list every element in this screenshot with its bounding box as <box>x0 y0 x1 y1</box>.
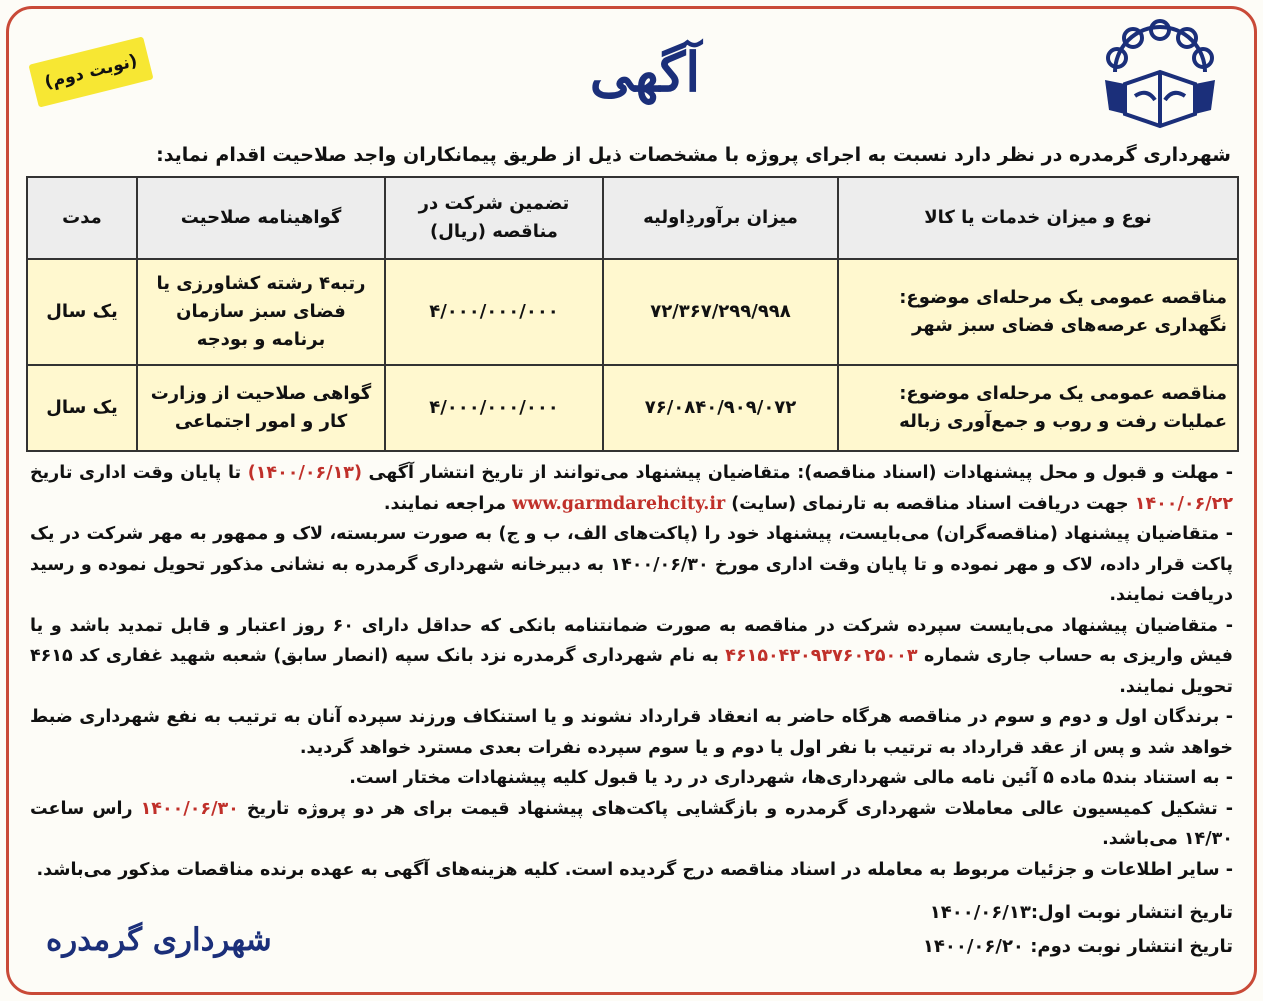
estimate-value: ۷۶/۰۸۴۰/۹۰۹/۰۷۲ <box>644 397 797 419</box>
publish-date: (۱۴۰۰/۰۶/۱۳) <box>247 463 362 483</box>
condition-text: به نام شهرداری گرمدره نزد بانک سپه (انصار سابق) شعبه شهید غفاری کد ۴۶۱۵ تحویل نمایند. <box>30 646 1233 697</box>
cell-certificate: رتبه۴ رشته کشاورزی یا فضای سبز سازمان برنامه و بودجه <box>137 259 385 365</box>
condition-text: - تشکیل کمیسیون عالی معاملات شهرداری گرمدره و بازگشایی پاکت‌های پیشنهاد قیمت برای هر دو پروژه تاریخ <box>238 798 1233 819</box>
header-duration: مدت <box>27 177 137 259</box>
first-publication-date: تاریخ انتشار نوبت اول:۱۴۰۰/۰۶/۱۳ <box>929 902 1233 923</box>
intro-text: شهرداری گرمدره در نظر دارد نسبت به اجرای پروژه با مشخصات ذیل از طریق پیمانکاران واجد صلاحیت اقدام نماید: <box>156 144 1231 166</box>
estimate-value: ۷۲/۳۶۷/۲۹۹/۹۹۸ <box>650 301 791 323</box>
conditions-text <box>30 458 1233 885</box>
cell-guarantee <box>385 365 603 451</box>
header-certificate: گواهینامه صلاحیت <box>137 177 385 259</box>
cell-guarantee <box>385 259 603 365</box>
signature: شهرداری گرمدره <box>46 922 272 958</box>
opening-date: ۱۴۰۰/۰۶/۳۰ <box>140 798 239 819</box>
table-row <box>27 259 1238 365</box>
cell-type: مناقصه عمومی یک مرحله‌ای موضوع: عملیات رفت و روب و جمع‌آوری زباله <box>838 365 1238 451</box>
guarantee-value: ۴/۰۰۰/۰۰۰/۰۰۰ <box>429 397 559 419</box>
condition-text: مراجعه نمایند. <box>383 493 513 514</box>
cell-duration: یک سال <box>27 259 137 365</box>
condition-text: راس ساعت ۱۴/۳۰ می‌باشد. <box>30 798 1233 849</box>
publication-dates <box>923 896 1233 964</box>
municipality-logo-icon <box>1095 14 1225 134</box>
condition-rights: - به استناد بند۵ ماده ۵ آئین نامه مالی شهرداری‌ها، شهرداری در رد یا قبول کلیه پیشنهادات مختار است. <box>349 768 1233 788</box>
cell-estimate <box>603 365 838 451</box>
second-publication-date: تاریخ انتشار نوبت دوم: ۱۴۰۰/۰۶/۲۰ <box>922 936 1233 957</box>
condition-text: - مهلت و قبول و محل پیشنهادات (اسناد مناقصه): متقاضیان پیشنهاد می‌توانند از تاریخ انتشار آگهی <box>361 463 1233 483</box>
condition-other: - سایر اطلاعات و جزئیات مربوط به معامله در اسناد مناقصه درج گردیده است. کلیه هزینه‌های آگهی به عهده برنده مناقصات مذکور می‌باشد. <box>36 859 1233 880</box>
table-header-row <box>27 177 1238 259</box>
cell-type: مناقصه عمومی یک مرحله‌ای موضوع: نگهداری عرصه‌های فضای سبز شهر <box>838 259 1238 365</box>
condition-winners: - برندگان اول و دوم و سوم در مناقصه هرگاه حاضر به انعقاد قرارداد نشوند و یا استنکاف ورزند سپرده آنان به ترتیب به نفع شهرداری ضبط خواهد شد و پس از عقد قرارداد به ترتیب با نفر اول یا دوم و یا سوم سپرده نفرات بعدی مسترد خواهد گردید. <box>30 707 1233 758</box>
account-number: ۴۶۱۵۰۴۳۰۹۳۷۶۰۲۵۰۰۳ <box>725 646 918 666</box>
header-guarantee: تضمین شرکت در مناقصه (ریال) <box>385 177 603 259</box>
cell-duration: یک سال <box>27 365 137 451</box>
header-type: نوع و میزان خدمات یا کالا <box>838 177 1238 259</box>
condition-deposit <box>30 611 1233 703</box>
guarantee-value: ۴/۰۰۰/۰۰۰/۰۰۰ <box>429 301 559 323</box>
edition-badge: (نوبت دوم) <box>28 36 153 107</box>
condition-deadline <box>30 458 1233 519</box>
condition-text: - متقاضیان پیشنهاد می‌بایست سپرده شرکت در مناقصه به صورت ضمانتنامه بانکی که حداقل دارای ۶۰ روز اعتبار و قابل تمدید باشد و یا فیش واریزی به حساب جاری شماره <box>30 615 1233 666</box>
header-estimate: میزان برآوردِاولیه <box>603 177 838 259</box>
condition-text: جهت دریافت اسناد مناقصه به تارنمای (سایت) <box>725 493 1135 514</box>
cell-certificate: گواهی صلاحیت از وزارت کار و امور اجتماعی <box>137 365 385 451</box>
condition-submission: - متقاضیان پیشنهاد (مناقصه‌گران) می‌بایست، پیشنهاد خود را (پاکت‌های الف، ب و ج) به صورت سربسته، لاک و ممهور به مهر شرکت در یک پاکت قرار داده، لاک و مهر نموده و تا پایان وقت اداری مورخ ۱۴۰۰/۰۶/۳۰ به دبیرخانه شهرداری گرمدره به نشانی مذکور تحویل نموده و رسید دریافت نمایند. <box>30 524 1233 605</box>
page-title: آگهی <box>589 40 701 104</box>
cell-estimate <box>603 259 838 365</box>
website-link[interactable]: www.garmdarehcity.ir <box>512 493 726 514</box>
condition-text: تا پایان وقت اداری تاریخ <box>30 463 248 483</box>
table-row <box>27 365 1238 451</box>
deadline-date: ۱۴۰۰/۰۶/۲۲ <box>1134 493 1233 514</box>
condition-commission <box>30 794 1233 855</box>
tender-table <box>26 176 1239 452</box>
